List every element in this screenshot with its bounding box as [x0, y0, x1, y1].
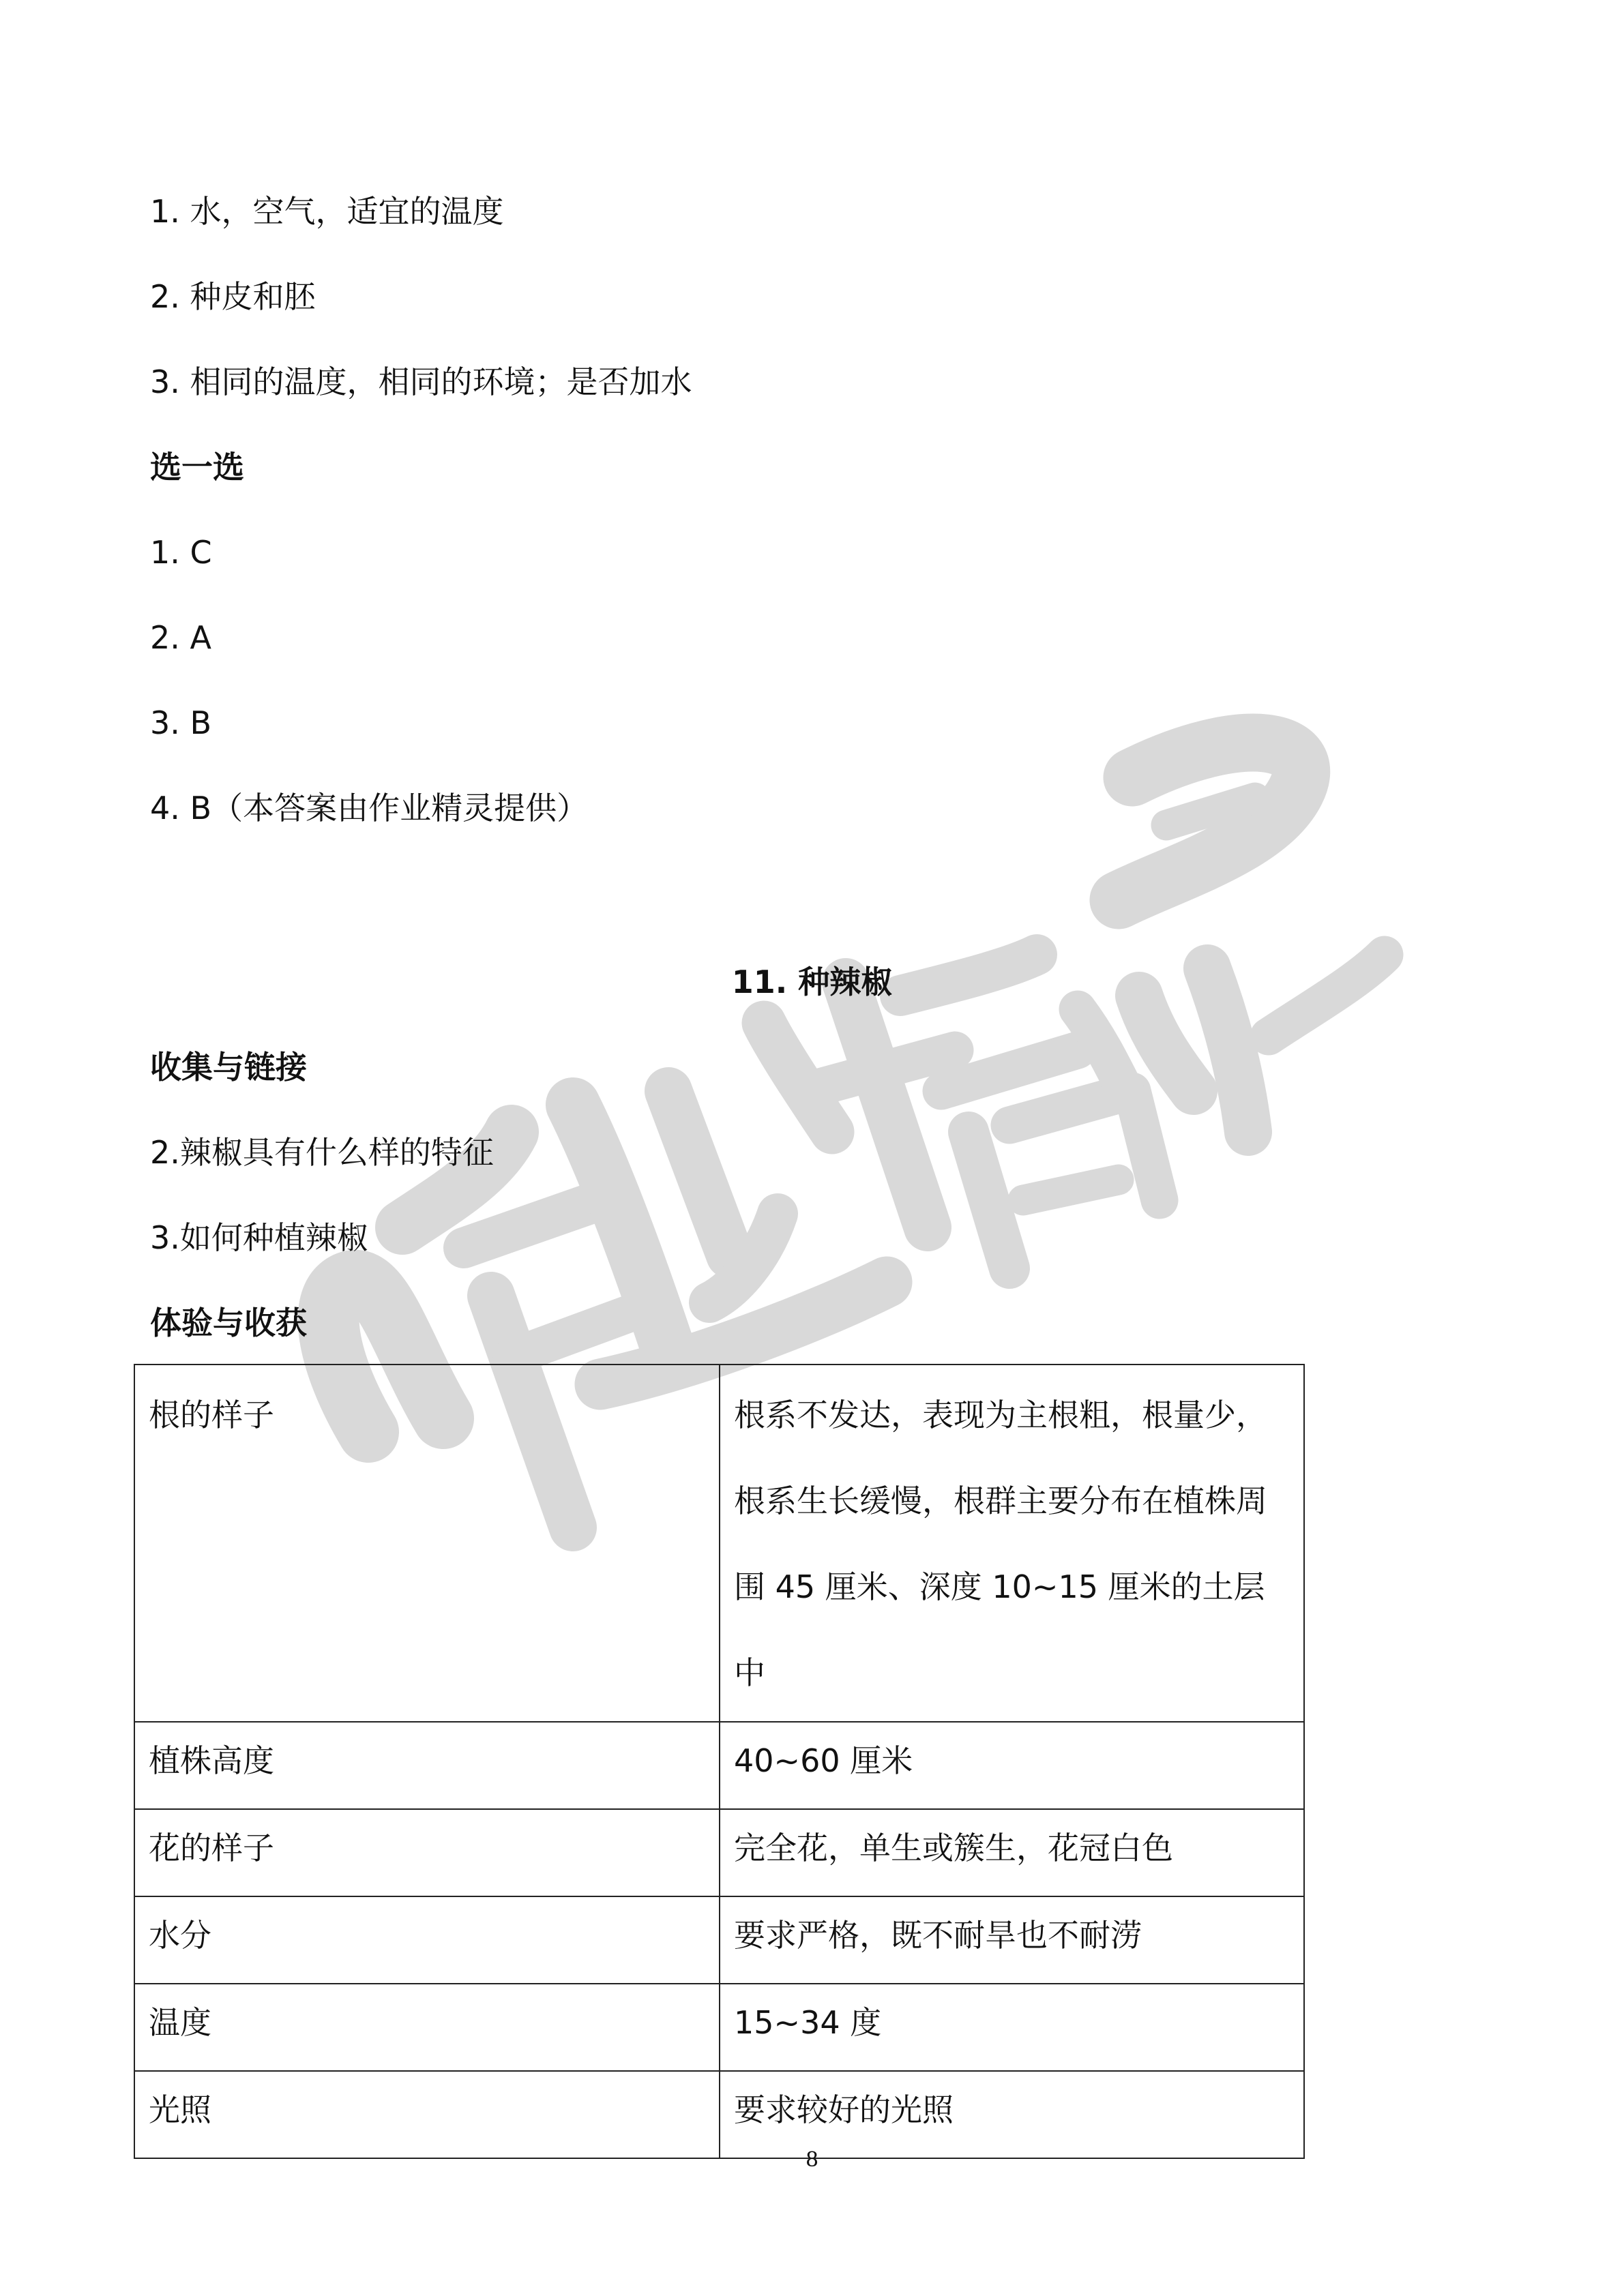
table-row — [134, 2071, 1304, 2158]
row-value-light: 要求较好的光照 — [720, 2071, 1304, 2158]
pepper-info-table — [134, 1364, 1305, 2159]
root-desc-line-3: 围 45 厘米、深度 10~15 厘米的土层中 — [734, 1568, 1265, 1691]
root-desc-line-1: 根系不发达，表现为主根粗，根量少， — [734, 1397, 1267, 1433]
section-heading-choose: 选一选 — [150, 449, 244, 486]
row-value-flower: 完全花，单生或簇生，花冠白色 — [720, 1809, 1304, 1896]
table-row — [134, 1984, 1304, 2071]
section-heading-experience: 体验与收获 — [150, 1304, 307, 1341]
choice-answer-4: 4. B（本答案由作业精灵提供） — [150, 790, 589, 826]
row-value-height: 40~60 厘米 — [720, 1722, 1304, 1809]
answer-line-1: 1. 水，空气，适宜的温度 — [150, 193, 504, 230]
lesson-title-text: 11. 种辣椒 — [731, 964, 893, 1000]
page-number: 8 — [805, 2148, 819, 2172]
collect-item-2: 2.辣椒具有什么样的特征 — [150, 1134, 494, 1171]
row-label-temperature: 温度 — [134, 1984, 720, 2071]
answer-line-3: 3. 相同的温度，相同的环境；是否加水 — [150, 363, 692, 400]
answer-line-2: 2. 种皮和胚 — [150, 278, 316, 315]
row-label-water: 水分 — [134, 1896, 720, 1984]
choice-answer-1: 1. C — [150, 534, 212, 571]
row-label-root: 根的样子 — [149, 1397, 274, 1433]
section-heading-collect: 收集与链接 — [150, 1049, 307, 1086]
table-row — [134, 1365, 1304, 1722]
root-desc-line-2: 根系生长缓慢，根群主要分布在植株周 — [734, 1482, 1267, 1519]
table-row — [134, 1722, 1304, 1809]
table-cell-value — [720, 1365, 1304, 1722]
table-cell-label — [134, 1365, 720, 1722]
table-row — [134, 1809, 1304, 1896]
row-label-light: 光照 — [134, 2071, 720, 2158]
row-value-temperature: 15~34 度 — [720, 1984, 1304, 2071]
row-value-water: 要求严格，既不耐旱也不耐涝 — [720, 1896, 1304, 1984]
collect-item-3: 3.如何种植辣椒 — [150, 1219, 368, 1256]
row-label-flower: 花的样子 — [134, 1809, 720, 1896]
choice-answer-2: 2. A — [150, 619, 211, 656]
choice-answer-3: 3. B — [150, 704, 212, 741]
table-row — [134, 1896, 1304, 1984]
row-label-height: 植株高度 — [134, 1722, 720, 1809]
lesson-title — [0, 961, 1624, 1002]
